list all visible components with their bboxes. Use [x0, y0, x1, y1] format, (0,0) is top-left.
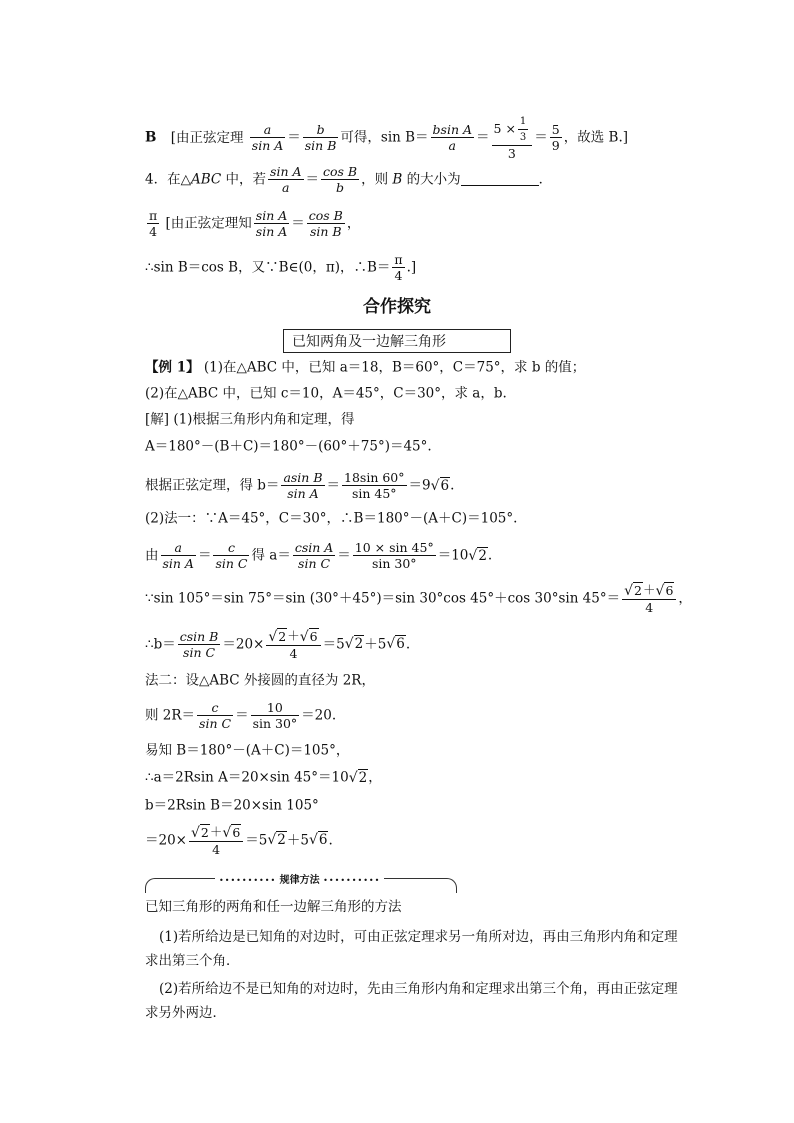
eq: ＝ [326, 477, 341, 494]
q3-text: ，故选 B.] [563, 129, 629, 146]
solution-text: . [405, 636, 411, 653]
solution-text: ＝10 [437, 547, 469, 564]
fraction: $\frac{5}{9}$ [551, 122, 560, 153]
eq: ＝ [197, 547, 212, 564]
solution-text: ＝9 [408, 477, 431, 494]
q4-answer-text: ∴sin B＝cos B，又∵B∈(0，π)，∴B＝ [145, 259, 391, 276]
solution-text: ＝5 [245, 832, 268, 849]
example-line [145, 410, 354, 429]
example-line [145, 358, 585, 377]
example-line [145, 437, 432, 456]
solution-text: ＋5 [286, 832, 309, 849]
eq: ＝ [287, 129, 301, 146]
solution-text: . [450, 477, 455, 494]
eq: ＝ [291, 215, 305, 232]
fraction: $\frac{\text{cos B}}{b}$ [323, 164, 358, 195]
solution-text: ， [678, 590, 692, 607]
q4-answer [145, 208, 360, 239]
solution-text: 根据正弦定理，得 b＝ [145, 477, 280, 494]
fraction: $\frac{√2+√6}{4}$ [266, 628, 320, 661]
example-text: (2)在△ABC 中，已知 c＝10，A＝45°，C＝30°，求 a，b. [145, 385, 507, 402]
fraction: $\frac{\text{sin A}}{a}$ [270, 164, 302, 195]
sqrt: √2 [267, 832, 286, 849]
method-banner [145, 874, 455, 888]
sqrt: √2 [468, 547, 487, 564]
q4-question [145, 164, 552, 195]
q4-text: ABC [190, 171, 222, 188]
q4-answer-text: .] [406, 259, 417, 276]
fraction: $\frac{√2+√6}{4}$ [622, 582, 676, 615]
sqrt: √2 [344, 636, 364, 653]
solution-text: 得 a＝ [251, 547, 291, 564]
fraction: $\frac{\text{csin A}}{\text{sin C}}$ [294, 540, 334, 571]
fraction: $\frac{\text{cos B}}{\text{sin B}}$ [308, 208, 343, 239]
solution-text: 易知 B＝180°－(A＋C)＝105°， [145, 742, 350, 759]
solution-text: . [487, 547, 493, 564]
example-line [145, 671, 375, 690]
solution-text: ＋5 [364, 636, 387, 653]
example-line [145, 540, 492, 571]
eq: ＝ [534, 129, 548, 146]
fraction: $\frac{\text{asin B}}{\text{sin A}}$ [283, 470, 323, 501]
solution-text: 由 [145, 547, 159, 564]
solution-text: A＝180°－(B＋C)＝180°－(60°＋75°)＝45°. [145, 438, 432, 455]
example-line [145, 741, 349, 760]
sqrt: √2 [348, 769, 368, 786]
example-tag: 【例 1】 [145, 359, 200, 376]
solution-text: . [328, 832, 333, 849]
eq: ＝ [305, 171, 319, 188]
example-line [145, 628, 410, 661]
q3-answer-letter: B [145, 129, 157, 146]
q3-text: [由正弦定理 [170, 129, 244, 146]
example-line [145, 384, 507, 403]
method-title: 已知三角形的两角和任一边解三角形的方法 [145, 899, 402, 915]
solution-text: ∴b＝ [145, 636, 176, 653]
example-line [145, 470, 454, 501]
example-line [145, 700, 336, 731]
fraction: $\frac{b}{\text{sin B}}$ [304, 122, 337, 153]
fraction: $\frac{c}{\text{sin C}}$ [199, 700, 232, 731]
q4-text: 的大小为 [402, 171, 461, 188]
fraction: $\frac{18\sin 60^\circ}{\sin 45^\circ}$ [344, 470, 405, 501]
fraction: $\frac{\text{bsin A}}{a}$ [432, 122, 473, 153]
example-line [145, 824, 333, 857]
solution-text: ∴a＝2Rsin A＝20×sin 45°＝10 [145, 769, 349, 786]
solution-text: b＝2Rsin B＝20×sin 105° [145, 797, 319, 814]
q4-text: B [392, 171, 403, 188]
eq: ＝ [476, 129, 490, 146]
answer-blank[interactable] [461, 173, 539, 186]
sqrt: √6 [430, 477, 450, 494]
solution-text: [解] (1)根据三角形内角和定理，得 [145, 411, 355, 428]
q4-text: ，则 [361, 171, 393, 188]
eq: ＝ [337, 547, 351, 564]
topic-box: 已知两角及一边解三角形 [283, 329, 511, 353]
section-heading: 合作探究 [363, 297, 431, 317]
eq: ＝ [235, 707, 249, 724]
q4-text: ． [538, 171, 553, 188]
sqrt: √6 [386, 636, 405, 653]
example-line [145, 768, 382, 787]
fraction: $\frac{a}{\text{sin A}}$ [162, 540, 194, 571]
sqrt: √6 [308, 832, 328, 849]
solution-text: ＝20. [301, 707, 337, 724]
fraction: $\frac{\text{sin A}}{\text{sin A}}$ [255, 208, 288, 239]
fraction: $\frac{√2+√6}{4}$ [189, 824, 243, 857]
solution-text: ， [368, 769, 382, 786]
solution-text: ＝5 [322, 636, 345, 653]
compound-fraction: 5 × $\frac{1}{3}$ 3 [492, 114, 533, 161]
fraction: $\frac{10 \times \sin 45^\circ}{\sin 30^\circ}$ [354, 540, 434, 571]
solution-text: ＝20× [222, 636, 265, 653]
fraction: $\frac{\text{csin B}}{\text{sin C}}$ [179, 628, 219, 660]
q4-text: 4．在△ [145, 171, 191, 188]
q3-answer-line [145, 114, 628, 161]
example-line [145, 796, 319, 815]
q4-answer-text: [由正弦定理知 [161, 215, 252, 232]
solution-text: ∵sin 105°＝sin 75°＝sin (30°＋45°)＝sin 30°cos 45°＋cos 30°sin 45°＝ [145, 590, 621, 607]
example-line [145, 582, 692, 615]
q4-answer-text: ， [346, 215, 361, 232]
solution-text: ＝20× [145, 832, 187, 849]
fraction: $\frac{\pi}{4}$ [394, 252, 403, 283]
banner-label: •••••••••• 规律方法 •••••••••• [215, 871, 384, 886]
fraction: $\frac{c}{\text{sin C}}$ [215, 540, 248, 571]
solution-text: 则 2R＝ [145, 707, 196, 724]
q4-answer-2 [145, 252, 416, 283]
solution-text: (2)法一：∵A＝45°，C＝30°，∴B＝180°－(A＋C)＝105°. [145, 510, 518, 527]
fraction: $\frac{10}{\sin 30^\circ}$ [252, 700, 298, 731]
method-paragraph: (1)若所给边是已知角的对边时，可由正弦定理求另一角所对边，再由三角形内角和定理求出第三个角． [145, 929, 678, 969]
fraction: $\frac{a}{\text{sin A}}$ [251, 122, 284, 153]
example-text: (1)在△ABC 中，已知 a＝18，B＝60°，C＝75°，求 b 的值； [199, 359, 586, 376]
example-line [145, 509, 517, 528]
solution-text: 法二：设△ABC 外接圆的直径为 2R， [145, 672, 375, 689]
fraction: $\frac{\pi}{4}$ [149, 208, 158, 239]
method-paragraph: (2)若所给边不是已知角的对边时，先由三角形内角和定理求出第三个角，再由正弦定理求另外两边． [145, 981, 678, 1021]
q4-text: 中，若 [221, 171, 267, 188]
q3-text: 可得，sin B＝ [340, 129, 429, 146]
